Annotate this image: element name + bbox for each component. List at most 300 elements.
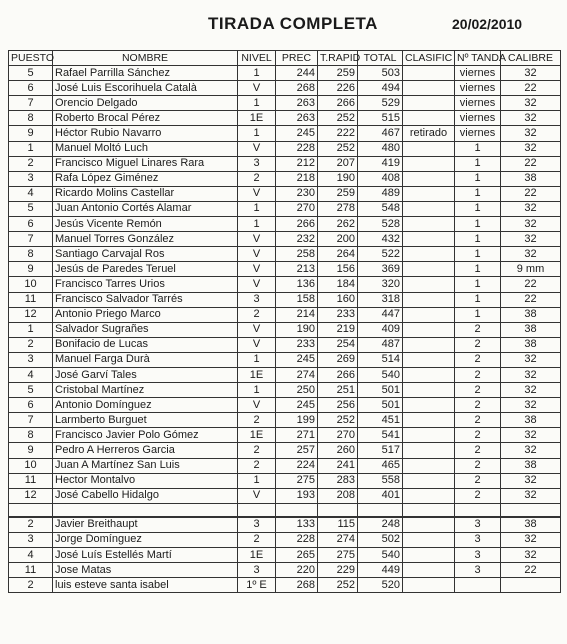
cell-clasific: [403, 262, 455, 277]
cell-prec: 263: [276, 96, 318, 111]
cell-prec: 213: [276, 262, 318, 277]
cell-trapid: 190: [318, 171, 358, 186]
cell-puesto: 12: [9, 488, 53, 503]
cell-prec: 228: [276, 532, 318, 547]
cell-total: 528: [358, 217, 403, 232]
cell-trapid: 208: [318, 488, 358, 503]
cell-trapid: 233: [318, 307, 358, 322]
cell-nombre: Bonifacio de Lucas: [53, 337, 238, 352]
table-row: [9, 398, 561, 413]
cell-nivel: V: [238, 247, 276, 262]
cell-nivel: V: [238, 337, 276, 352]
cell-clasific: [403, 337, 455, 352]
cell-tanda: 1: [455, 186, 501, 201]
page-date: 20/02/2010: [452, 16, 523, 32]
cell-nombre: José Cabello Hidalgo: [53, 488, 238, 503]
cell-prec: 233: [276, 337, 318, 352]
table-row: [9, 171, 561, 186]
cell-tanda: 2: [455, 458, 501, 473]
cell-nombre: Francisco Javier Polo Gómez: [53, 428, 238, 443]
cell-puesto: 7: [9, 413, 53, 428]
table-row: [9, 488, 561, 503]
cell-nombre: Francisco Salvador Tarrés: [53, 292, 238, 307]
cell-nombre: Francisco Tarres Urios: [53, 277, 238, 292]
cell-nombre: Héctor Rubio Navarro: [53, 126, 238, 141]
cell-prec: 258: [276, 247, 318, 262]
cell-prec: 270: [276, 201, 318, 216]
cell-calibre: 32: [501, 428, 561, 443]
cell-puesto: 2: [9, 578, 53, 593]
cell-prec: 266: [276, 217, 318, 232]
cell-total: 432: [358, 232, 403, 247]
cell-trapid: [318, 503, 358, 517]
cell-nombre: Jesús de Paredes Teruel: [53, 262, 238, 277]
cell-puesto: 10: [9, 277, 53, 292]
cell-calibre: 22: [501, 277, 561, 292]
cell-calibre: 32: [501, 217, 561, 232]
cell-nombre: Juan Antonio Cortés Alamar: [53, 201, 238, 216]
cell-prec: 257: [276, 443, 318, 458]
cell-trapid: 260: [318, 443, 358, 458]
cell-nivel: V: [238, 398, 276, 413]
cell-nombre: Jose Matas: [53, 563, 238, 578]
cell-total: 502: [358, 532, 403, 547]
table-row: [9, 443, 561, 458]
cell-calibre: 9 mm: [501, 262, 561, 277]
cell-total: 515: [358, 111, 403, 126]
cell-tanda: 3: [455, 517, 501, 533]
column-header-nombre: NOMBRE: [53, 51, 238, 66]
cell-prec: 244: [276, 66, 318, 81]
cell-trapid: 266: [318, 96, 358, 111]
cell-clasific: [403, 443, 455, 458]
cell-clasific: [403, 352, 455, 367]
cell-tanda: 2: [455, 473, 501, 488]
cell-nivel: 3: [238, 156, 276, 171]
cell-prec: 245: [276, 398, 318, 413]
cell-puesto: 7: [9, 96, 53, 111]
cell-prec: 245: [276, 126, 318, 141]
cell-trapid: 259: [318, 66, 358, 81]
cell-calibre: 32: [501, 201, 561, 216]
cell-nombre: Hector Montalvo: [53, 473, 238, 488]
table-row: [9, 186, 561, 201]
cell-trapid: 274: [318, 532, 358, 547]
table-row-blank: [9, 503, 561, 517]
cell-calibre: 38: [501, 337, 561, 352]
cell-nivel: 1: [238, 126, 276, 141]
cell-tanda: 1: [455, 232, 501, 247]
cell-clasific: [403, 473, 455, 488]
header-row: [9, 51, 561, 66]
cell-clasific: retirado: [403, 126, 455, 141]
column-header-prec: PREC: [276, 51, 318, 66]
cell-calibre: 38: [501, 458, 561, 473]
cell-puesto: 4: [9, 367, 53, 382]
table-row: [9, 322, 561, 337]
cell-nivel: 1: [238, 201, 276, 216]
cell-trapid: 219: [318, 322, 358, 337]
cell-trapid: 275: [318, 548, 358, 563]
cell-prec: 230: [276, 186, 318, 201]
cell-nivel: V: [238, 186, 276, 201]
cell-total: 409: [358, 322, 403, 337]
cell-calibre: 22: [501, 81, 561, 96]
cell-clasific: [403, 186, 455, 201]
cell-trapid: 278: [318, 201, 358, 216]
cell-calibre: 22: [501, 292, 561, 307]
cell-tanda: 2: [455, 488, 501, 503]
cell-prec: 228: [276, 141, 318, 156]
cell-calibre: 32: [501, 247, 561, 262]
cell-nivel: V: [238, 262, 276, 277]
cell-prec: 212: [276, 156, 318, 171]
cell-prec: 268: [276, 578, 318, 593]
table-row: [9, 458, 561, 473]
cell-prec: 250: [276, 383, 318, 398]
cell-nombre: Manuel Farga Durà: [53, 352, 238, 367]
cell-calibre: 32: [501, 367, 561, 382]
table-row: [9, 81, 561, 96]
cell-nombre: Manuel Moltó Luch: [53, 141, 238, 156]
table-row: [9, 352, 561, 367]
cell-clasific: [403, 458, 455, 473]
cell-nombre: Santiago Carvajal Ros: [53, 247, 238, 262]
cell-tanda: 1: [455, 262, 501, 277]
cell-tanda: 2: [455, 428, 501, 443]
cell-clasific: [403, 247, 455, 262]
cell-total: 248: [358, 517, 403, 533]
cell-tanda: 2: [455, 352, 501, 367]
cell-clasific: [403, 578, 455, 593]
cell-nombre: Orencio Delgado: [53, 96, 238, 111]
cell-nombre: Ricardo Molins Castellar: [53, 186, 238, 201]
cell-prec: 133: [276, 517, 318, 533]
cell-clasific: [403, 563, 455, 578]
column-header-total: TOTAL: [358, 51, 403, 66]
cell-total: 369: [358, 262, 403, 277]
cell-tanda: 1: [455, 307, 501, 322]
cell-nombre: Larmberto Burguet: [53, 413, 238, 428]
cell-calibre: 32: [501, 352, 561, 367]
cell-puesto: 5: [9, 66, 53, 81]
cell-calibre: 32: [501, 66, 561, 81]
table-row: [9, 141, 561, 156]
cell-total: 522: [358, 247, 403, 262]
cell-trapid: 256: [318, 398, 358, 413]
cell-total: 503: [358, 66, 403, 81]
cell-total: 419: [358, 156, 403, 171]
cell-clasific: [403, 517, 455, 533]
cell-nombre: Rafael Parrilla Sánchez: [53, 66, 238, 81]
cell-calibre: 32: [501, 473, 561, 488]
cell-nombre: Jesús Vicente Remón: [53, 217, 238, 232]
cell-calibre: 38: [501, 171, 561, 186]
cell-nombre: Antonio Domínguez: [53, 398, 238, 413]
cell-clasific: [403, 548, 455, 563]
cell-nombre: Rafa López Giménez: [53, 171, 238, 186]
cell-trapid: 252: [318, 578, 358, 593]
table-row: [9, 563, 561, 578]
cell-total: 501: [358, 383, 403, 398]
cell-nivel: 1: [238, 383, 276, 398]
cell-tanda: 1: [455, 201, 501, 216]
cell-calibre: 32: [501, 126, 561, 141]
cell-prec: 199: [276, 413, 318, 428]
cell-prec: 218: [276, 171, 318, 186]
table-row: [9, 277, 561, 292]
cell-nivel: 1E: [238, 111, 276, 126]
cell-calibre: 32: [501, 141, 561, 156]
cell-prec: 245: [276, 352, 318, 367]
cell-tanda: 3: [455, 563, 501, 578]
cell-prec: 265: [276, 548, 318, 563]
cell-nivel: 1: [238, 66, 276, 81]
cell-total: 540: [358, 367, 403, 382]
cell-prec: 190: [276, 322, 318, 337]
cell-clasific: [403, 66, 455, 81]
cell-nombre: [53, 503, 238, 517]
cell-tanda: 1: [455, 156, 501, 171]
cell-puesto: 8: [9, 428, 53, 443]
cell-tanda: 1: [455, 292, 501, 307]
cell-total: 501: [358, 398, 403, 413]
cell-tanda: 2: [455, 443, 501, 458]
cell-calibre: [501, 578, 561, 593]
table-row: [9, 517, 561, 533]
cell-puesto: 6: [9, 398, 53, 413]
cell-prec: 214: [276, 307, 318, 322]
cell-calibre: 38: [501, 517, 561, 533]
cell-total: 520: [358, 578, 403, 593]
cell-puesto: 9: [9, 443, 53, 458]
cell-tanda: 1: [455, 247, 501, 262]
cell-nivel: 3: [238, 292, 276, 307]
cell-clasific: [403, 232, 455, 247]
cell-nivel: 3: [238, 563, 276, 578]
table-row: [9, 337, 561, 352]
page-title: TIRADA COMPLETA: [208, 14, 378, 33]
cell-puesto: 5: [9, 201, 53, 216]
cell-puesto: 11: [9, 292, 53, 307]
cell-trapid: 252: [318, 141, 358, 156]
cell-puesto: 8: [9, 111, 53, 126]
cell-total: 494: [358, 81, 403, 96]
cell-calibre: 22: [501, 156, 561, 171]
cell-nivel: 1: [238, 352, 276, 367]
cell-nivel: V: [238, 81, 276, 96]
table-row: [9, 383, 561, 398]
cell-nivel: 2: [238, 458, 276, 473]
cell-puesto: 3: [9, 352, 53, 367]
cell-total: 467: [358, 126, 403, 141]
cell-clasific: [403, 307, 455, 322]
cell-clasific: [403, 398, 455, 413]
cell-nivel: 2: [238, 532, 276, 547]
cell-puesto: 6: [9, 217, 53, 232]
table-row: [9, 578, 561, 593]
cell-total: 401: [358, 488, 403, 503]
cell-trapid: 252: [318, 413, 358, 428]
cell-prec: 136: [276, 277, 318, 292]
cell-calibre: 32: [501, 232, 561, 247]
cell-calibre: 32: [501, 398, 561, 413]
cell-nivel: V: [238, 322, 276, 337]
cell-total: 451: [358, 413, 403, 428]
cell-nivel: 3: [238, 517, 276, 533]
cell-trapid: 269: [318, 352, 358, 367]
cell-trapid: 207: [318, 156, 358, 171]
cell-nombre: Javier Breithaupt: [53, 517, 238, 533]
cell-prec: 275: [276, 473, 318, 488]
cell-nivel: V: [238, 488, 276, 503]
cell-tanda: 3: [455, 548, 501, 563]
cell-nivel: [238, 503, 276, 517]
cell-total: 514: [358, 352, 403, 367]
cell-puesto: 2: [9, 517, 53, 533]
cell-trapid: 222: [318, 126, 358, 141]
cell-prec: [276, 503, 318, 517]
cell-tanda: 1: [455, 277, 501, 292]
cell-calibre: 22: [501, 186, 561, 201]
table-row: [9, 532, 561, 547]
cell-trapid: 226: [318, 81, 358, 96]
cell-puesto: 9: [9, 262, 53, 277]
cell-nombre: Antonio Priego Marco: [53, 307, 238, 322]
cell-puesto: 12: [9, 307, 53, 322]
cell-clasific: [403, 503, 455, 517]
cell-puesto: 9: [9, 126, 53, 141]
cell-nivel: 2: [238, 307, 276, 322]
cell-clasific: [403, 322, 455, 337]
cell-calibre: [501, 503, 561, 517]
cell-clasific: [403, 292, 455, 307]
table-row: [9, 201, 561, 216]
table-row: [9, 548, 561, 563]
cell-puesto: 4: [9, 548, 53, 563]
cell-clasific: [403, 428, 455, 443]
results-body: [9, 66, 561, 593]
cell-total: 449: [358, 563, 403, 578]
cell-clasific: [403, 277, 455, 292]
cell-total: 320: [358, 277, 403, 292]
cell-total: 548: [358, 201, 403, 216]
cell-nivel: 1: [238, 217, 276, 232]
cell-trapid: 184: [318, 277, 358, 292]
cell-clasific: [403, 383, 455, 398]
cell-nombre: Manuel Torres González: [53, 232, 238, 247]
cell-trapid: 241: [318, 458, 358, 473]
cell-puesto: 2: [9, 156, 53, 171]
cell-total: 517: [358, 443, 403, 458]
cell-tanda: 2: [455, 367, 501, 382]
cell-clasific: [403, 156, 455, 171]
cell-nombre: Cristobal Martínez: [53, 383, 238, 398]
cell-trapid: 266: [318, 367, 358, 382]
cell-nivel: 2: [238, 171, 276, 186]
cell-clasific: [403, 413, 455, 428]
cell-trapid: 259: [318, 186, 358, 201]
cell-puesto: 6: [9, 81, 53, 96]
cell-total: 489: [358, 186, 403, 201]
cell-calibre: 38: [501, 307, 561, 322]
cell-total: 408: [358, 171, 403, 186]
table-row: [9, 428, 561, 443]
cell-prec: 271: [276, 428, 318, 443]
cell-calibre: 32: [501, 488, 561, 503]
cell-prec: 220: [276, 563, 318, 578]
cell-total: 487: [358, 337, 403, 352]
cell-nombre: luis esteve santa isabel: [53, 578, 238, 593]
cell-tanda: 1: [455, 217, 501, 232]
column-header-calibre: CALIBRE: [501, 51, 561, 66]
cell-nivel: 1: [238, 96, 276, 111]
cell-calibre: 32: [501, 383, 561, 398]
column-header-nivel: NIVEL: [238, 51, 276, 66]
cell-calibre: 38: [501, 322, 561, 337]
table-row: [9, 262, 561, 277]
table-row: [9, 156, 561, 171]
cell-calibre: 38: [501, 413, 561, 428]
column-header-clasific: CLASIFIC: [403, 51, 455, 66]
cell-puesto: [9, 503, 53, 517]
cell-nombre: Jorge Domínguez: [53, 532, 238, 547]
cell-clasific: [403, 217, 455, 232]
cell-tanda: 2: [455, 398, 501, 413]
cell-prec: 274: [276, 367, 318, 382]
table-row: [9, 217, 561, 232]
cell-trapid: 264: [318, 247, 358, 262]
cell-trapid: 270: [318, 428, 358, 443]
cell-tanda: [455, 503, 501, 517]
table-row: [9, 126, 561, 141]
cell-nivel: 2: [238, 443, 276, 458]
cell-tanda: viernes: [455, 66, 501, 81]
cell-prec: 263: [276, 111, 318, 126]
cell-nombre: José Luis Escorihuela Català: [53, 81, 238, 96]
cell-nivel: 1: [238, 473, 276, 488]
cell-tanda: viernes: [455, 126, 501, 141]
cell-prec: 158: [276, 292, 318, 307]
cell-tanda: viernes: [455, 111, 501, 126]
cell-calibre: 32: [501, 443, 561, 458]
cell-trapid: 160: [318, 292, 358, 307]
results-table: [8, 50, 561, 593]
cell-trapid: 229: [318, 563, 358, 578]
cell-prec: 224: [276, 458, 318, 473]
cell-nombre: Salvador Sugrañes: [53, 322, 238, 337]
cell-total: 480: [358, 141, 403, 156]
cell-clasific: [403, 532, 455, 547]
cell-clasific: [403, 96, 455, 111]
table-row: [9, 413, 561, 428]
cell-clasific: [403, 81, 455, 96]
cell-tanda: 3: [455, 532, 501, 547]
cell-nivel: 1E: [238, 428, 276, 443]
cell-total: 541: [358, 428, 403, 443]
cell-trapid: 262: [318, 217, 358, 232]
cell-trapid: 283: [318, 473, 358, 488]
cell-trapid: 252: [318, 111, 358, 126]
table-row: [9, 292, 561, 307]
cell-tanda: 1: [455, 141, 501, 156]
cell-total: 465: [358, 458, 403, 473]
cell-tanda: 2: [455, 322, 501, 337]
cell-prec: 193: [276, 488, 318, 503]
cell-clasific: [403, 367, 455, 382]
cell-calibre: 32: [501, 96, 561, 111]
cell-nombre: José Luís Estellés Martí: [53, 548, 238, 563]
